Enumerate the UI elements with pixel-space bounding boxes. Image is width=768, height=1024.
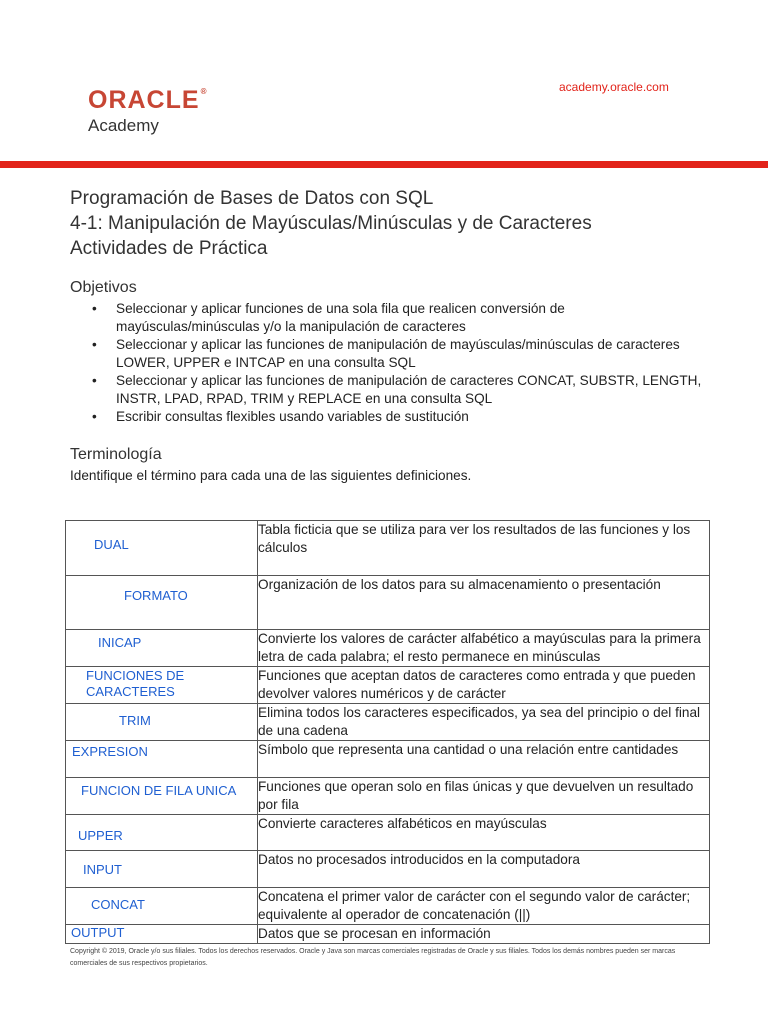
term-cell — [66, 704, 258, 741]
definition-cell: Datos no procesados introducidos en la computadora — [258, 851, 710, 888]
definition-cell: Convierte caracteres alfabéticos en mayúsculas — [258, 815, 710, 851]
terminology-intro: Identifique el término para cada una de las siguientes definiciones. — [70, 468, 472, 483]
objective-text: Escribir consultas flexibles usando variables de sustitución — [116, 409, 469, 424]
terminology-heading: Terminología — [70, 446, 162, 463]
bullet-icon: • — [92, 409, 97, 424]
title-course: Programación de Bases de Datos con SQL — [70, 188, 434, 209]
term-text: INICAP — [98, 635, 142, 650]
table-row — [66, 667, 710, 704]
definition-cell: Funciones que aceptan datos de caracteres como entrada y que pueden devolver valores numéricos y de carácter — [258, 667, 710, 704]
copyright-footer: Copyright © 2019, Oracle y/o sus filiales. Todos los derechos reservados. Oracle y Java son marcas comerciales registradas de Oracle y sus filiales. Todos los demás nombres pueden ser marcas comerciales de sus respectivos propietarios. — [70, 948, 676, 967]
term-text: INPUT — [83, 862, 122, 877]
term-cell — [66, 630, 258, 667]
term-text: FORMATO — [124, 588, 188, 603]
academy-site-link[interactable]: academy.oracle.com — [559, 80, 669, 94]
term-cell — [66, 888, 258, 925]
title-activity: Actividades de Práctica — [70, 238, 268, 259]
definition-cell: Concatena el primer valor de carácter con el segundo valor de carácter; equivalente al operador de concatenación (||) — [258, 888, 710, 925]
objective-text: Seleccionar y aplicar las funciones de manipulación de mayúsculas/minúsculas de caracteres LOWER, UPPER e INTCAP en una consulta SQL — [116, 337, 680, 370]
definition-cell: Datos que se procesan en información — [258, 925, 710, 944]
logo-academy-text: Academy — [88, 116, 159, 135]
header-divider — [0, 161, 768, 168]
definition-cell: Símbolo que representa una cantidad o una relación entre cantidades — [258, 741, 710, 778]
table-row — [66, 925, 710, 944]
definition-cell: Elimina todos los caracteres especificados, ya sea del principio o del final de una cadena — [258, 704, 710, 741]
table-row — [66, 704, 710, 741]
objectives-heading: Objetivos — [70, 279, 137, 296]
terminology-table — [65, 520, 710, 944]
term-cell — [66, 741, 258, 778]
term-text: EXPRESION — [72, 744, 148, 759]
term-cell — [66, 778, 258, 815]
table-row — [66, 521, 710, 576]
objective-text: Seleccionar y aplicar las funciones de manipulación de caracteres CONCAT, SUBSTR, LENGTH, INSTR, LPAD, RPAD, TRIM y REPLACE en una consulta SQL — [116, 373, 702, 406]
objective-item — [92, 300, 712, 336]
definition-cell: Tabla ficticia que se utiliza para ver los resultados de las funciones y los cálculos — [258, 521, 710, 576]
term-text: OUTPUT — [71, 925, 125, 940]
definition-cell: Funciones que operan solo en filas únicas y que devuelven un resultado por fila — [258, 778, 710, 815]
oracle-logo — [88, 88, 207, 113]
table-row — [66, 851, 710, 888]
table-row — [66, 576, 710, 630]
term-text: UPPER — [78, 828, 123, 843]
term-text: TRIM — [119, 713, 151, 728]
definition-cell: Convierte los valores de carácter alfabético a mayúsculas para la primera letra de cada palabra; el resto permanece en minúsculas — [258, 630, 710, 667]
term-text: DUAL — [94, 537, 129, 552]
objective-item — [92, 372, 712, 408]
bullet-icon: • — [92, 373, 97, 388]
table-row — [66, 630, 710, 667]
objective-text: Seleccionar y aplicar funciones de una sola fila que realicen conversión de mayúsculas/minúsculas y/o la manipulación de caracteres — [116, 301, 565, 334]
objective-item — [92, 408, 712, 426]
term-cell — [66, 576, 258, 630]
term-cell — [66, 925, 258, 944]
table-row — [66, 815, 710, 851]
bullet-icon: • — [92, 337, 97, 352]
term-text: FUNCION DE FILA UNICA — [81, 783, 237, 798]
objectives-list — [92, 300, 712, 426]
term-cell — [66, 851, 258, 888]
registered-mark-icon: ® — [200, 87, 208, 96]
table-row — [66, 741, 710, 778]
term-text: CONCAT — [91, 897, 145, 912]
objective-item — [92, 336, 712, 372]
bullet-icon: • — [92, 301, 97, 316]
term-text: FUNCIONES DE CARACTERES — [86, 668, 185, 699]
table-row — [66, 778, 710, 815]
table-row — [66, 888, 710, 925]
logo-brand-text: ORACLE — [88, 86, 200, 114]
document-title — [70, 186, 592, 261]
title-lesson: 4-1: Manipulación de Mayúsculas/Minúsculas y de Caracteres — [70, 213, 592, 234]
term-cell — [66, 667, 258, 704]
definition-cell: Organización de los datos para su almacenamiento o presentación — [258, 576, 710, 630]
term-cell — [66, 521, 258, 576]
term-cell — [66, 815, 258, 851]
